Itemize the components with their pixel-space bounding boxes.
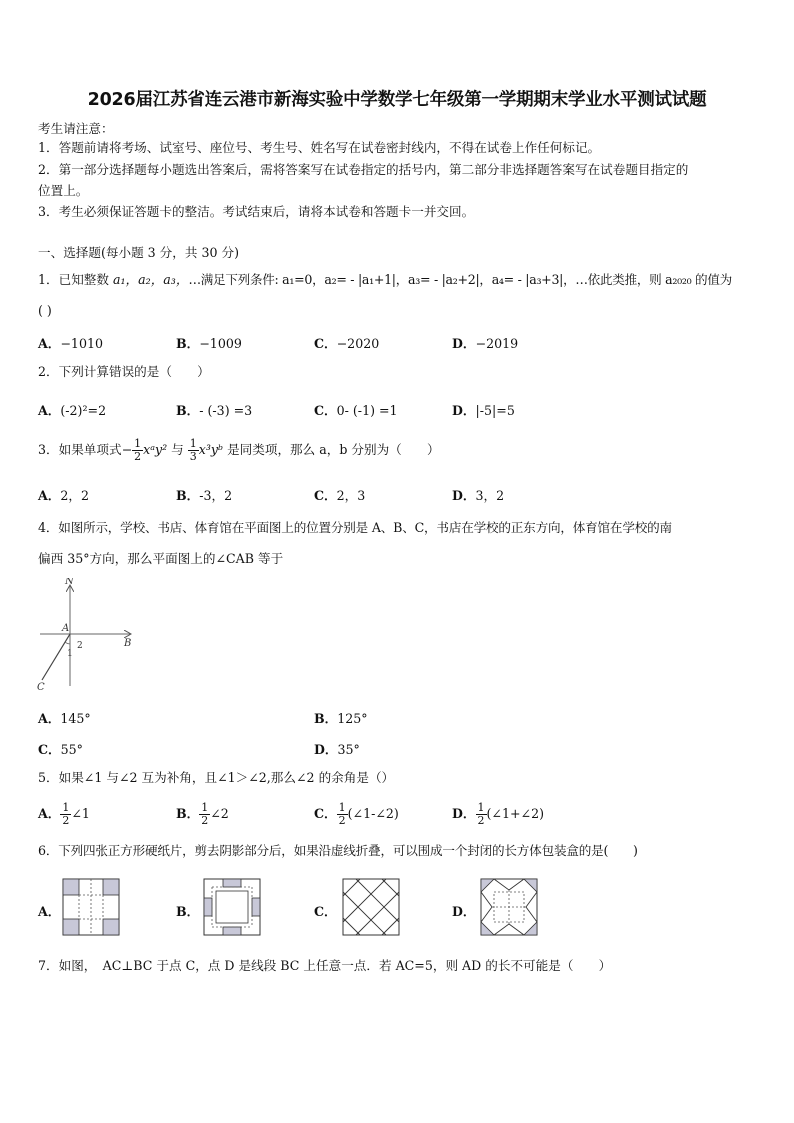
q3-mid: 与 (167, 442, 188, 457)
option-label: D． (452, 336, 476, 351)
q6-label-a (38, 901, 60, 920)
section-heading: 一、选择题(每小题 3 分，共 30 分) (38, 245, 240, 260)
option-fraction (337, 802, 348, 827)
q4-option-c (38, 739, 83, 758)
label-b: B (124, 638, 132, 649)
fraction-numerator: 1 (338, 801, 346, 814)
option-text: 125° (337, 711, 368, 726)
option-label: D． (452, 488, 476, 503)
option-text: ∠2 (210, 806, 229, 821)
option-text: ∠1 (71, 806, 90, 821)
q1-option-d (452, 333, 518, 352)
notice-heading: 考生请注意： (38, 121, 114, 136)
option-text: 145° (60, 711, 91, 726)
q1-text-a: 已知整数 (58, 272, 113, 287)
option-label: C． (314, 403, 337, 418)
q1-option-b (176, 333, 242, 352)
option-text: (∠1-∠2) (347, 806, 399, 821)
q1-text-b: …满足下列条件: a₁=0，a₂= - |a₁+1|，a₃= - |a₂+2|，a₄= - |a₃+3|，…依此类推，则 a₂₀₂₀ 的值为 (188, 272, 732, 287)
option-text: 55° (60, 742, 83, 757)
question-7: 7．如图， AC⊥BC 于点 C，点 D 是线段 BC 上任意一点．若 AC=5，则 AD 的长不可能是（ ） (38, 958, 612, 973)
q6-label-d (452, 901, 476, 920)
question-6: 6．下列四张正方形硬纸片，剪去阴影部分后，如果沿虚线折叠，可以围成一个封闭的长方体包装盒的是( ) (38, 843, 638, 858)
option-label: D． (452, 806, 476, 821)
q3-fraction-1 (132, 438, 143, 463)
q1-option-c (314, 333, 379, 352)
q4-option-a (38, 708, 91, 727)
question-5: 5．如果∠1 与∠2 互为补角，且∠1＞∠2,那么∠2 的余角是（） (38, 770, 395, 785)
option-label: B． (176, 904, 200, 919)
question-3 (38, 433, 440, 467)
option-label: C． (38, 742, 61, 757)
q5-option-c (314, 797, 399, 831)
q6-option-a-figure (62, 878, 120, 936)
fraction-numerator: 1 (134, 437, 142, 450)
q5-option-b (176, 797, 229, 831)
question-4-line-2: 偏西 35°方向，那么平面图上的∠CAB 等于 (38, 551, 284, 566)
question-2: 2．下列计算错误的是（ ） (38, 364, 210, 379)
option-text: −1009 (199, 336, 242, 351)
notice-item-1: 1．答题前请将考场、试室号、座位号、考生号、姓名写在试卷密封线内，不得在试卷上作任何标记。 (38, 140, 601, 155)
option-text: −2020 (336, 336, 380, 351)
q3-option-b (176, 485, 232, 504)
label-angle-1: 1 (67, 649, 73, 659)
q4-option-b (314, 708, 368, 727)
option-label: A． (38, 711, 61, 726)
q6-option-d-figure (480, 878, 538, 936)
option-fraction (60, 802, 71, 827)
label-a: A (62, 623, 70, 634)
question-1 (38, 272, 758, 288)
angle-1-arc (66, 643, 71, 645)
fraction-numerator: 1 (201, 801, 209, 814)
option-label: D． (452, 403, 476, 418)
q3-fraction-2 (188, 438, 199, 463)
q1-option-a (38, 333, 103, 352)
option-label: A． (38, 904, 61, 919)
fraction-numerator: 1 (477, 801, 485, 814)
q6-label-b (176, 901, 199, 920)
q3-prefix: 3．如果单项式− (38, 442, 133, 457)
q3-option-a (38, 485, 89, 504)
option-text: |-5|=5 (475, 403, 515, 418)
q2-option-d (452, 400, 515, 419)
option-label: A． (38, 403, 61, 418)
q5-option-d (452, 797, 544, 831)
option-label: B． (176, 488, 200, 503)
fraction-denominator: 2 (477, 814, 485, 827)
option-text: 0- (-1) =1 (336, 403, 398, 418)
fraction-numerator: 1 (62, 801, 70, 814)
option-label: D． (314, 742, 338, 757)
option-label: B． (314, 711, 338, 726)
option-label: C． (314, 806, 337, 821)
question-4-line-1: 4．如图所示，学校、书店、体育馆在平面图上的位置分别是 A、B、C，书店在学校的正东方向，体育馆在学校的南 (38, 520, 672, 535)
fraction-denominator: 2 (62, 814, 70, 827)
notice-item-3: 3．考生必须保证答题卡的整洁。考试结束后，请将本试卷和答题卡一并交回。 (38, 204, 475, 219)
q3-option-d (452, 485, 504, 504)
q1-vars: a₁，a₂，a₃， (113, 272, 189, 287)
option-label: A． (38, 806, 61, 821)
label-n: N (65, 578, 74, 587)
q5-option-a (38, 797, 90, 831)
option-label: C． (314, 488, 337, 503)
option-label: B． (176, 403, 200, 418)
option-text: - (-3) =3 (199, 403, 253, 418)
option-text: (-2)²=2 (60, 403, 107, 418)
q3-option-c (314, 485, 365, 504)
q6-label-c (314, 901, 337, 920)
label-angle-2: 2 (77, 641, 83, 651)
option-text: (∠1+∠2) (486, 806, 545, 821)
option-label: C． (314, 336, 337, 351)
option-text: 3，2 (475, 488, 505, 503)
fraction-numerator: 1 (189, 437, 197, 450)
notice-item-2: 2．第一部分选择题每小题选出答案后，需将答案写在试卷指定的括号内，第二部分非选择题答案写在试卷题目指定的 (38, 162, 689, 177)
option-label: C． (314, 904, 337, 919)
fraction-denominator: 2 (338, 814, 346, 827)
q1-paren: ( ) (38, 303, 52, 318)
q1-number: 1． (38, 272, 59, 287)
option-label: A． (38, 488, 61, 503)
fraction-denominator: 2 (134, 450, 142, 463)
option-label: A． (38, 336, 61, 351)
label-c: C (37, 682, 45, 693)
option-text: 2，2 (60, 488, 89, 503)
option-text: -3，2 (199, 488, 233, 503)
fraction-denominator: 2 (201, 814, 209, 827)
option-text: 2，3 (336, 488, 366, 503)
option-fraction (476, 802, 487, 827)
q4-direction-figure (34, 578, 144, 693)
fraction-denominator: 3 (189, 450, 197, 463)
option-label: D． (452, 904, 476, 919)
option-label: B． (176, 336, 200, 351)
notice-item-2-cont: 位置上。 (38, 183, 89, 198)
option-fraction (199, 802, 210, 827)
ray-ac-line (42, 634, 70, 680)
option-text: 35° (337, 742, 360, 757)
q2-option-a (38, 400, 106, 419)
q4-option-d (314, 739, 360, 758)
q2-option-b (176, 400, 252, 419)
page-title: 2026届江苏省连云港市新海实验中学数学七年级第一学期期末学业水平测试试题 (87, 90, 707, 110)
q3-monomial-1: xᵃy² (143, 442, 168, 457)
option-text: −2019 (475, 336, 519, 351)
q6-option-c-figure (342, 878, 400, 936)
option-label: B． (176, 806, 200, 821)
option-text: −1010 (60, 336, 103, 351)
q3-suffix: 是同类项，那么 a，b 分别为（ ） (223, 442, 440, 457)
q6-option-b-figure (203, 878, 261, 936)
q2-option-c (314, 400, 398, 419)
q3-monomial-2: x³yᵇ (198, 442, 224, 457)
